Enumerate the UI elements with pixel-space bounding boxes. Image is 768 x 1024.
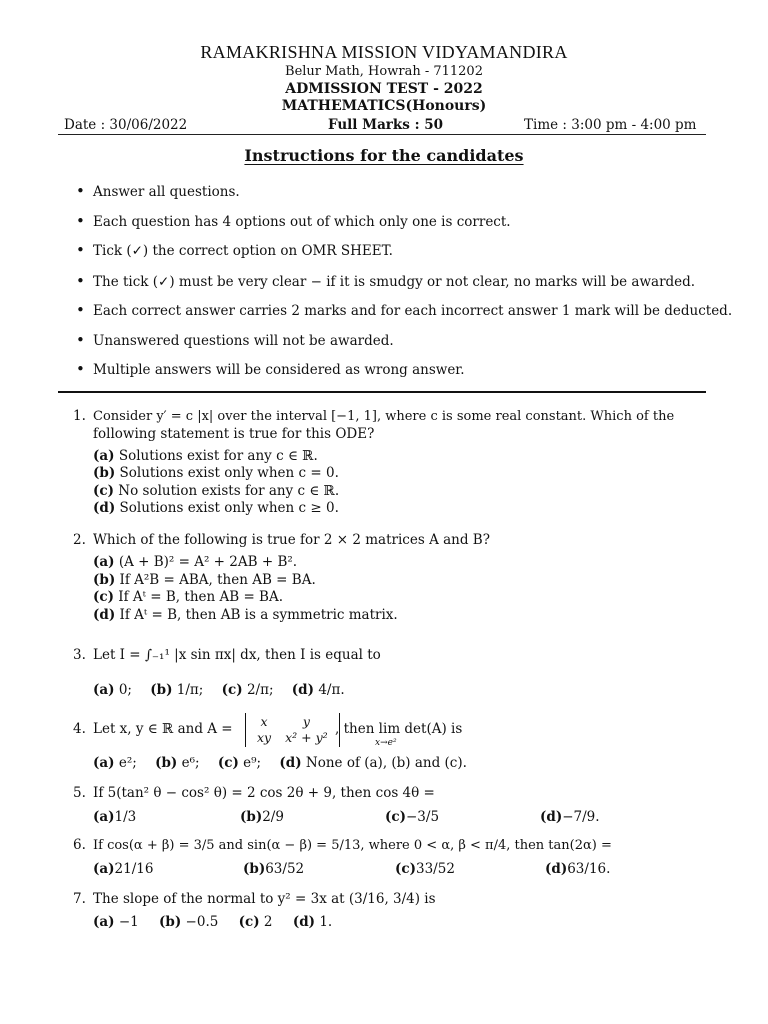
question-1-option-a[interactable]: (a) Solutions exist for any c ∈ ℝ.: [93, 448, 318, 464]
instruction-item: • Multiple answers will be considered as wrong answer.: [76, 360, 465, 378]
test-title: ADMISSION TEST - 2022: [285, 81, 483, 97]
question-7-option-d[interactable]: (d) 1.: [292, 914, 333, 930]
exam-meta-line: [58, 116, 706, 135]
instruction-item: • Each correct answer carries 2 marks and for each incorrect answer 1 mark will be deducted.: [76, 301, 733, 319]
question-3-option-c[interactable]: (c) 2/π;: [221, 682, 274, 698]
question-7-option-c[interactable]: (c) 2: [238, 914, 273, 930]
question-4-option-c[interactable]: (c) e⁹;: [217, 755, 262, 771]
subject-title: MATHEMATICS(Honours): [281, 98, 487, 114]
question-4: 4. Let x, y ∈ ℝ and A = x y xy x² + y² , then lim det(A) is x→e²: [73, 713, 713, 753]
question-3-option-d[interactable]: (d) 4/π.: [291, 682, 345, 698]
question-4-option-a[interactable]: (a) e²;: [93, 755, 137, 771]
exam-date: Date : 30/06/2022: [64, 117, 188, 133]
question-3-options: [93, 682, 345, 698]
full-marks: Full Marks : 50: [328, 117, 444, 133]
question-1-option-c[interactable]: (c) No solution exists for any c ∈ ℝ.: [93, 483, 340, 499]
institution-address: Belur Math, Howrah - 711202: [285, 64, 483, 79]
matrix-a: x y xy x² + y²: [245, 713, 340, 747]
instructions-title: Instructions for the candidates: [244, 146, 524, 165]
instruction-item: • Unanswered questions will not be awarded.: [76, 331, 394, 349]
question-6-option-d[interactable]: (d)63/16.: [545, 861, 611, 877]
question-3-option-b[interactable]: (b) 1/π;: [150, 682, 204, 698]
institution-name: RAMAKRISHNA MISSION VIDYAMANDIRA: [200, 42, 568, 62]
question-4-options: [93, 755, 467, 771]
instruction-item: • Each question has 4 options out of which only one is correct.: [76, 212, 511, 230]
question-4-option-b[interactable]: (b) e⁶;: [155, 755, 200, 771]
question-1-option-d[interactable]: (d) Solutions exist only when c ≥ 0.: [93, 500, 339, 516]
instruction-item: • The tick (✓) must be very clear − if it is smudgy or not clear, no marks will be awarded.: [76, 272, 696, 290]
question-6-option-c[interactable]: (c)33/52: [395, 861, 455, 877]
exam-page: RAMAKRISHNA MISSION VIDYAMANDIRA Belur Math, Howrah - 711202 ADMISSION TEST - 2022 MATHEMATICS(Honours) Date : 30/06/2022 Full Marks : 50 Time : 3:00 pm - 4:00 pm Instructions for the candidates • Answer all questions. • Each question has 4 options out of which only one is correct. • Tick (✓) the correct option on OMR SHEET. • The tick (✓) must be very clear − if it is smudgy or not clear, no marks will be awarded. • Each correct answer carries 2 marks and for each incorrect answer 1 mark will be deducted. • Unanswered questions will not be awarded. • Multiple answers will be considered as wrong answer. 1. Consider y′ = c |x| over the interval [−1, 1], where c is some real constant. Which of the following statement is true for this ODE? (a) Solutions exist for any c ∈ ℝ. (b) Solutions exist only when c = 0. (c) No solution exists for any c ∈ ℝ. (d) Solutions exist only when c ≥ 0. 2. Which of the following is true for 2 × 2 matrices A and B? (a) (A + B)² = A² + 2AB + B². (b) If A²B = ABA, then AB = BA. (c) If Aᵗ = B, then AB = BA. (d) If Aᵗ = B, then AB is a symmetric matrix. 3. Let I = ∫₋₁¹ |x sin πx| dx, then I is equal to (a) 0; (b) 1/π; (c) 2/π; (d) 4/π. 4. Let x, y ∈ ℝ and A = x y xy x² + y² , then lim det(A) is x→e² (a) e²; (b) e⁶; (c) e⁹; (d) None of (a), (b) and (c). 5. If 5(tan² θ − cos² θ) = 2 cos 2θ + 9, then cos 4θ = (a)1/3 (b)2/9 (c)−3/5 (d)−7/9. 6. If cos(α + β) = 3/5 and sin(α − β) = 5/13, where 0 < α, β < π/4, then tan(2α) = (a)21/16 (b)63/52 (c)33/52 (d)63/16. 7. The slope of the normal to y² = 3x at (3/16, 3/4) is (a) −1 (b) −0.5 (c) 2 (d) 1.: [0, 0, 768, 1024]
question-4-option-d[interactable]: (d) None of (a), (b) and (c).: [279, 755, 467, 771]
question-7-option-b[interactable]: (b) −0.5: [159, 914, 219, 930]
question-2-option-b[interactable]: (b) If A²B = ABA, then AB = BA.: [93, 572, 316, 588]
question-5-option-d[interactable]: (d)−7/9.: [540, 809, 600, 825]
instruction-item: • Answer all questions.: [76, 182, 240, 200]
question-5-option-c[interactable]: (c)−3/5: [385, 809, 440, 825]
limit-subscript: x→e²: [375, 738, 397, 748]
section-divider: [58, 391, 706, 393]
instruction-item: • Tick (✓) the correct option on OMR SHEET.: [76, 241, 393, 259]
question-5-option-a[interactable]: (a)1/3: [93, 809, 137, 825]
question-3-option-a[interactable]: (a) 0;: [93, 682, 132, 698]
question-7-option-a[interactable]: (a) −1: [93, 914, 139, 930]
question-6-option-a[interactable]: (a)21/16: [93, 861, 154, 877]
question-2-option-a[interactable]: (a) (A + B)² = A² + 2AB + B².: [93, 554, 298, 570]
exam-time: Time : 3:00 pm - 4:00 pm: [524, 117, 697, 133]
question-5-option-b[interactable]: (b)2/9: [240, 809, 284, 825]
question-2-option-c[interactable]: (c) If Aᵗ = B, then AB = BA.: [93, 589, 284, 605]
question-7-options: [93, 914, 332, 930]
question-6-option-b[interactable]: (b)63/52: [243, 861, 305, 877]
question-2-option-d[interactable]: (d) If Aᵗ = B, then AB is a symmetric matrix.: [93, 607, 398, 623]
question-1-option-b[interactable]: (b) Solutions exist only when c = 0.: [93, 465, 339, 481]
